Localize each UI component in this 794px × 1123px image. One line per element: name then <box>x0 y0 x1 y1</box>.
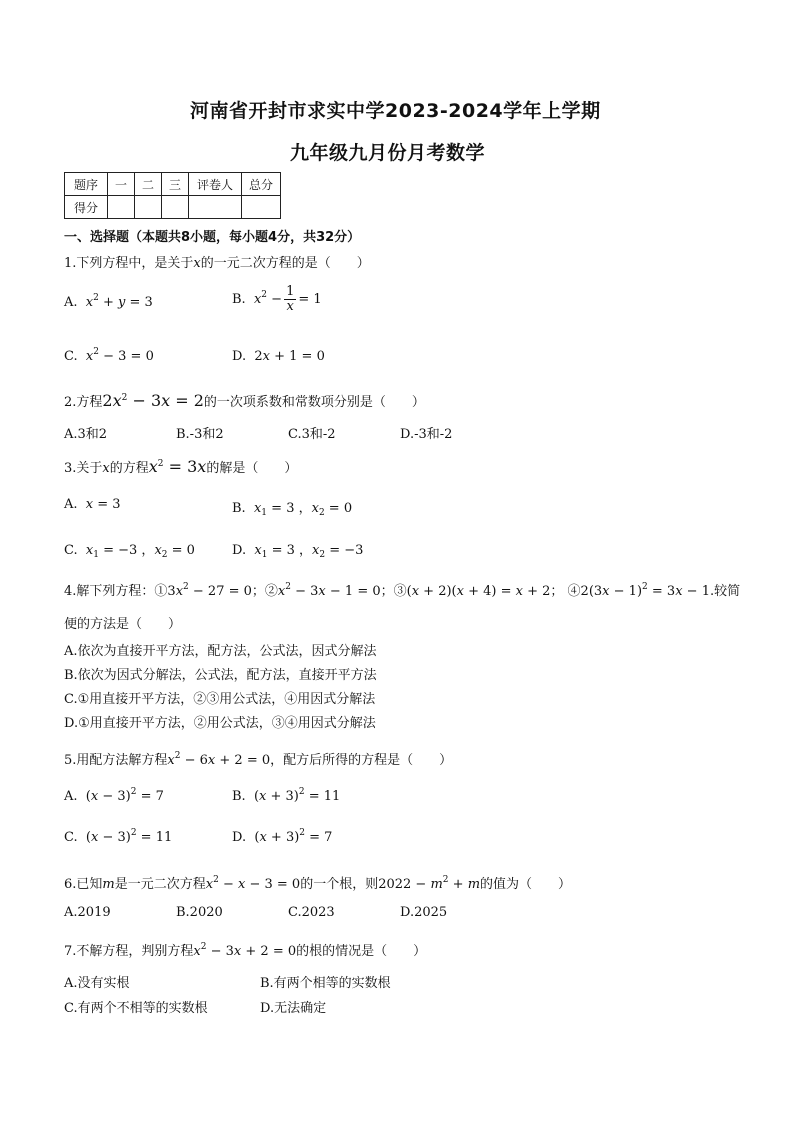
question-5-option-a: A. $(x - 3)^2 = 7$ <box>64 787 164 804</box>
score-input-cell[interactable] <box>108 196 135 219</box>
question-6-option-d: D.2025 <box>400 905 448 920</box>
question-6-option-c: C.2023 <box>288 905 335 920</box>
question-3-option-c: C. $x_1 = -3$ ，$x_2 = 0$ <box>64 543 195 560</box>
score-cell: 评卷人 <box>189 173 242 196</box>
score-table-row <box>65 196 281 219</box>
question-2-stem: 2.方程$2x^2 - 3x = 2$的一次项系数和常数项分别是（ ） <box>64 391 425 410</box>
question-4-option-d: D.①用直接开平方法，②用公式法，③④用因式分解法 <box>64 716 376 731</box>
score-cell: 得分 <box>65 196 108 219</box>
exam-title-line2: 九年级九月份月考数学 <box>290 142 486 164</box>
score-cell: 三 <box>162 173 189 196</box>
section-heading: 一、选择题（本题共8小题，每小题4分，共32分） <box>64 230 361 245</box>
question-1-option-a: A. $x^2 + y = 3$ <box>64 293 153 310</box>
question-1-option-b: B. $x^2$ − $\frac{1}{x}$ = 1 <box>232 284 322 314</box>
question-1-option-d: D. 2x + 1 = 0 <box>232 349 325 364</box>
score-input-cell[interactable] <box>189 196 242 219</box>
question-7-stem: 7.不解方程，判别方程$x^2 - 3x + 2 = 0$的根的情况是（ ） <box>64 942 427 959</box>
question-3-option-d: D. $x_1 = 3$ ，$x_2 = -3$ <box>232 543 364 560</box>
question-6-option-a: A.2019 <box>64 905 111 920</box>
question-3-option-a: A. x = 3 <box>64 497 121 512</box>
score-cell: 总分 <box>242 173 281 196</box>
score-table-header-row <box>65 173 281 196</box>
question-7-option-a: A.没有实根 <box>64 976 130 991</box>
question-3-stem: 3.关于x的方程$x^2 = 3x$的解是（ ） <box>64 457 298 476</box>
score-table <box>64 172 281 219</box>
score-input-cell[interactable] <box>135 196 162 219</box>
question-6-option-b: B.2020 <box>176 905 223 920</box>
question-5-option-d: D. $(x + 3)^2 = 7$ <box>232 828 333 845</box>
score-cell: 一 <box>108 173 135 196</box>
score-input-cell[interactable] <box>162 196 189 219</box>
question-6-stem: 6.已知m是一元二次方程$x^2 - x - 3 = 0$的一个根，则$2022 - m^2 + m$的值为（ ） <box>64 875 572 892</box>
question-4-option-a: A.依次为直接开平方法，配方法，公式法，因式分解法 <box>64 644 377 659</box>
question-4-stem: 4.解下列方程：$①3x^2 - 27 = 0$；$②x^2 - 3x - 1 = 0$；③(x + 2)(x + 4) = x + 2； ④2(3x − 1)$^2$ = 3x − 1.较简 <box>64 582 741 599</box>
question-2-option-a: A.3和2 <box>64 427 108 442</box>
question-5-option-c: C. $(x - 3)^2 = 11$ <box>64 828 173 845</box>
question-7-option-c: C.有两个不相等的实数根 <box>64 1001 208 1016</box>
question-3-option-b: B. $x_1 = 3$ ，$x_2 = 0$ <box>232 501 353 518</box>
question-2-option-d: D.-3和-2 <box>400 427 453 442</box>
question-2-option-c: C.3和-2 <box>288 427 336 442</box>
question-7-option-b: B.有两个相等的实数根 <box>260 976 391 991</box>
question-5-option-b: B. $(x + 3)^2 = 11$ <box>232 787 341 804</box>
question-1-stem: 1.下列方程中，是关于x的一元二次方程的是（ ） <box>64 256 370 271</box>
question-1-option-c: C. $x^2 - 3 = 0$ <box>64 347 154 364</box>
exam-title-line1: 河南省开封市求实中学2023-2024学年上学期 <box>190 100 601 122</box>
question-4-stem-line2: 便的方法是（ ） <box>64 617 182 632</box>
score-input-cell[interactable] <box>242 196 281 219</box>
question-5-stem: 5.用配方法解方程$x^2 - 6x + 2 = 0$，配方后所得的方程是（ ） <box>64 751 453 768</box>
question-2-option-b: B.-3和2 <box>176 427 224 442</box>
score-cell: 题序 <box>65 173 108 196</box>
question-7-option-d: D.无法确定 <box>260 1001 327 1016</box>
question-4-option-b: B.依次为因式分解法，公式法，配方法，直接开平方法 <box>64 668 377 683</box>
score-cell: 二 <box>135 173 162 196</box>
question-4-option-c: C.①用直接开平方法，②③用公式法，④用因式分解法 <box>64 692 376 707</box>
